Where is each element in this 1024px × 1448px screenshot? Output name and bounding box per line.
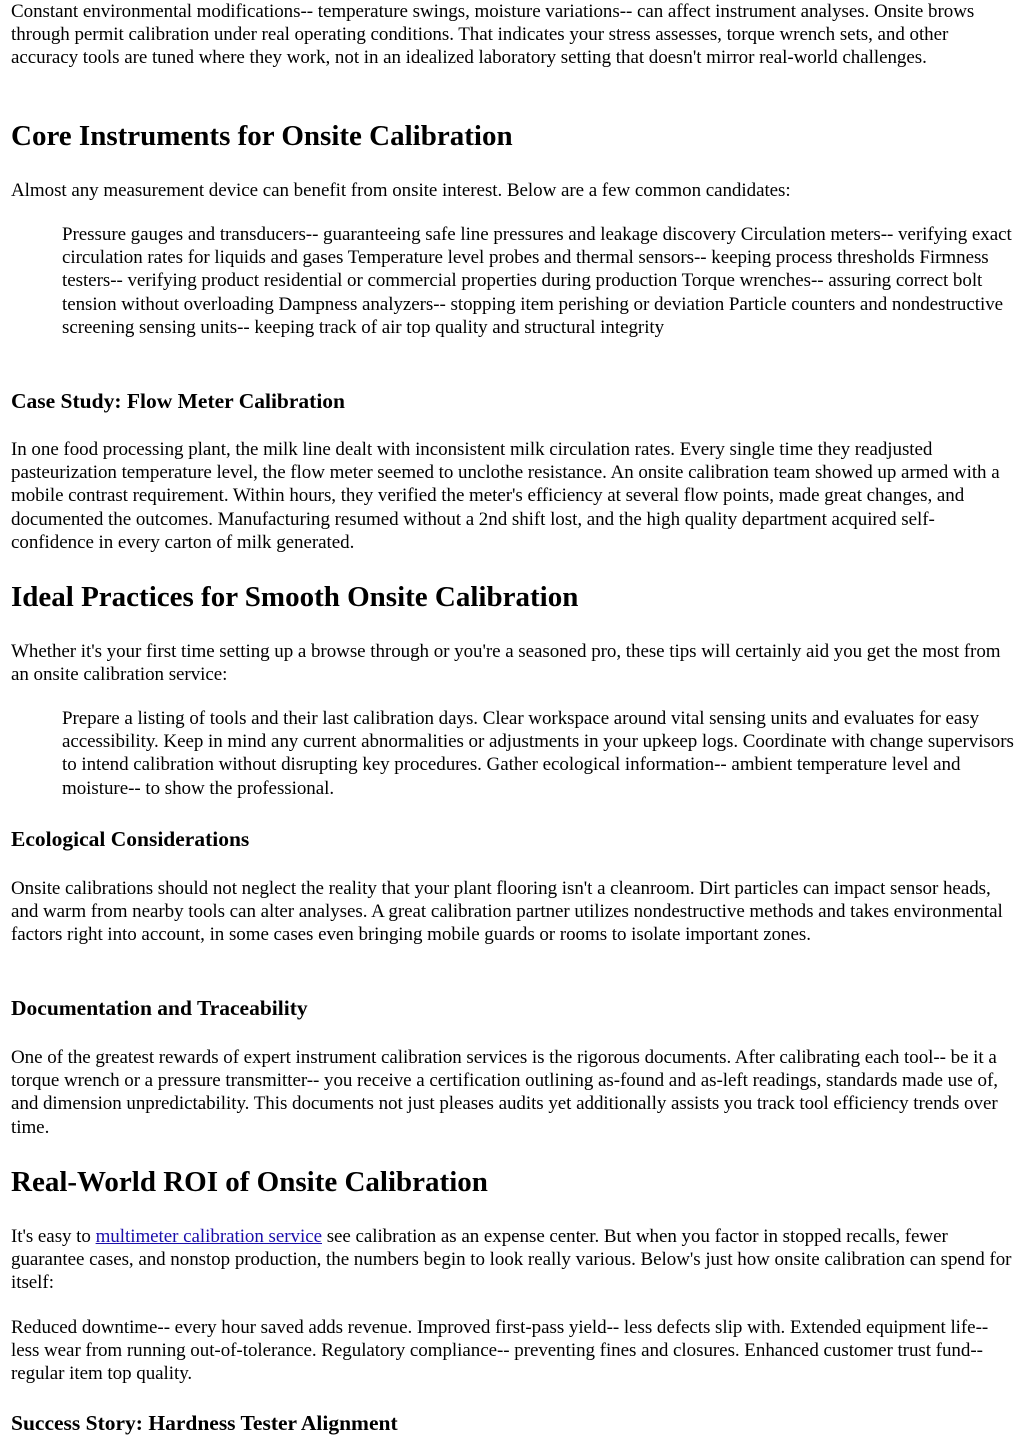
roi-benefits-paragraph: Reduced downtime-- every hour saved adds revenue. Improved first-pass yield-- less defects slip with. Extended equipment life-- less wear from running out-of-tolerance. Regulatory compliance-- preventing fines and closures. Enhanced customer trust fund-- regular item top quality. <box>11 1317 989 1385</box>
heading-real-world-roi: Real-World ROI of Onsite Calibration <box>11 1166 488 1198</box>
core-instruments-list: Pressure gauges and transducers-- guaranteeing safe line pressures and leakage discovery Circulation meters-- verifying exact circulation rates for liquids and gases Temperature level probes and thermal sensors-- keeping process thresholds Firmness testers-- verifying product residential or commercial properties during production Torque wrenches-- assuring correct bolt tension without overloading Dampness analyzers-- stopping item perishing or deviation Particle counters and nondestructive screening sensing units-- keeping track of air top quality and structural integrity <box>62 224 1012 338</box>
heading-ecological: Ecological Considerations <box>11 827 250 851</box>
case-study-paragraph: In one food processing plant, the milk line dealt with inconsistent milk circulation rates. Every single time they readjusted pasteurization temperature level, the flow meter seemed to unclothe resistance. An onsite calibration team showed up armed with a mobile contrast requirement. Within hours, they verified the meter's efficiency at several flow points, made great changes, and documented the outcomes. Manufacturing resumed without a 2nd shift lost, and the high quality department acquired self-confidence in every carton of milk generated. <box>11 439 1000 553</box>
documentation-paragraph: One of the greatest rewards of expert instrument calibration services is the rigorous documents. After calibrating each tool-- be it a torque wrench or a pressure transmitter-- you receive a certification outlining as-found and as-left readings, standards made use of, and dimension unpredictability. This documents not just pleases audits yet additionally assists you track tool efficiency trends over time. <box>11 1047 998 1138</box>
heading-documentation: Documentation and Traceability <box>11 996 308 1020</box>
practices-list: Prepare a listing of tools and their last calibration days. Clear workspace around vital sensing units and evaluates for easy accessibility. Keep in mind any current abnormalities or adjustments in your upkeep logs. Coordinate with change supervisors to intend calibration without disrupting key procedures. Gather ecological information-- ambient temperature level and moisture-- to show the professional. <box>62 708 1014 799</box>
roi-lead-after: see calibration as an expense center. But when you factor in stopped recalls, fewer guarantee cases, and nonstop production, the numbers begin to look really various. Below's just how onsite calibration can spend for itself: <box>11 1226 1012 1294</box>
core-instruments-lead: Almost any measurement device can benefit from onsite interest. Below are a few common candidates: <box>11 180 791 201</box>
heading-success-story: Success Story: Hardness Tester Alignment <box>11 1411 398 1435</box>
roi-lead-paragraph <box>11 1225 1017 1295</box>
heading-ideal-practices: Ideal Practices for Smooth Onsite Calibration <box>11 581 579 613</box>
heading-case-study: Case Study: Flow Meter Calibration <box>11 389 346 413</box>
intro-paragraph: Constant environmental modifications-- temperature swings, moisture variations-- can affect instrument analyses. Onsite brows through permit calibration under real operating conditions. That indicates your stress assesses, torque wrench sets, and other accuracy tools are tuned where they work, not in an idealized laboratory setting that doesn't mirror real-world challenges. <box>11 1 975 69</box>
heading-core-instruments: Core Instruments for Onsite Calibration <box>11 120 513 152</box>
practices-lead: Whether it's your first time setting up a browse through or you're a seasoned pro, these tips will certainly aid you get the most from an onsite calibration service: <box>11 641 1001 686</box>
multimeter-calibration-link[interactable]: multimeter calibration service <box>95 1226 322 1247</box>
ecological-paragraph: Onsite calibrations should not neglect the reality that your plant flooring isn't a cleanroom. Dirt particles can impact sensor heads, and warm from nearby tools can alter analyses. A great calibration partner utilizes nondestructive methods and takes environmental factors right into account, in some cases even bringing mobile guards or rooms to isolate important zones. <box>11 878 1003 946</box>
roi-lead-before: It's easy to <box>11 1226 96 1247</box>
